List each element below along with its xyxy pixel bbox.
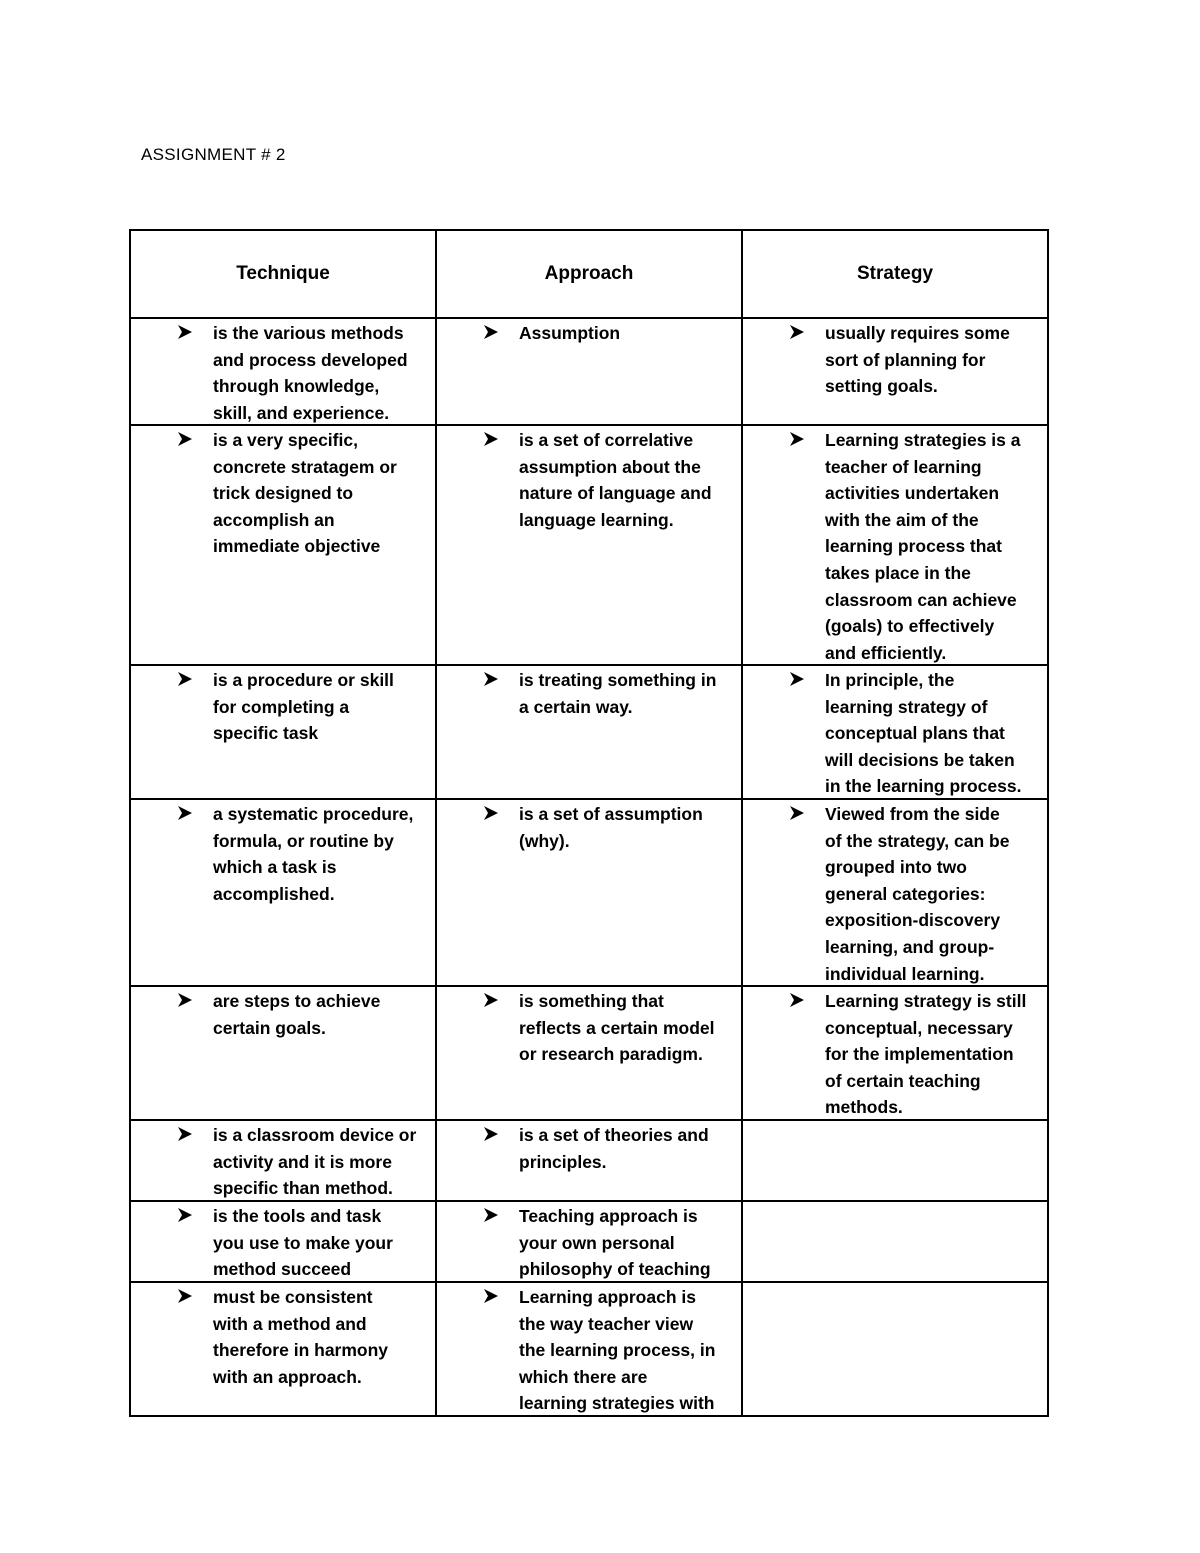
table-cell-technique xyxy=(130,1120,436,1201)
cell-text: is a procedure or skill for completing a specific task xyxy=(213,670,394,744)
table-row xyxy=(130,1120,1048,1201)
cell-content xyxy=(743,987,1047,1119)
cell-content xyxy=(437,426,741,533)
cell-text: Assumption xyxy=(519,323,621,343)
table-cell-approach xyxy=(436,425,742,665)
table-cell-strategy xyxy=(742,1120,1048,1201)
table-row xyxy=(130,318,1048,425)
arrowhead-bullet-icon xyxy=(177,324,193,340)
table-cell-technique xyxy=(130,986,436,1120)
table-body xyxy=(130,318,1048,1416)
cell-content xyxy=(437,666,741,720)
arrowhead-bullet-icon xyxy=(483,992,499,1008)
cell-text: is something that reflects a certain model or research paradigm. xyxy=(519,991,715,1065)
table-cell-strategy xyxy=(742,318,1048,425)
table-cell-strategy xyxy=(742,665,1048,799)
table-cell-approach xyxy=(436,318,742,425)
cell-content xyxy=(437,319,741,347)
cell-text: is a very specific, concrete stratagem or trick designed to accomplish an immediate objective xyxy=(213,430,397,557)
table-cell-technique xyxy=(130,1282,436,1416)
table-cell-approach xyxy=(436,665,742,799)
arrowhead-bullet-icon xyxy=(483,1207,499,1223)
table-cell-approach xyxy=(436,1201,742,1282)
cell-text: Learning strategy is still conceptual, necessary for the implementation of certain teaching methods. xyxy=(825,991,1027,1118)
table-cell-technique xyxy=(130,799,436,986)
arrowhead-bullet-icon xyxy=(177,1126,193,1142)
arrowhead-bullet-icon xyxy=(483,1288,499,1304)
table-cell-strategy xyxy=(742,1282,1048,1416)
arrowhead-bullet-icon xyxy=(483,324,499,340)
table-cell-strategy xyxy=(742,1201,1048,1282)
cell-content xyxy=(131,1283,435,1390)
arrowhead-bullet-icon xyxy=(177,805,193,821)
cell-text: is a set of theories and principles. xyxy=(519,1125,709,1172)
cell-text: usually requires some sort of planning for setting goals. xyxy=(825,323,1010,397)
cell-text: is treating something in a certain way. xyxy=(519,670,717,717)
arrowhead-bullet-icon xyxy=(483,805,499,821)
table-header-row xyxy=(130,230,1048,318)
table-cell-technique xyxy=(130,665,436,799)
table-cell-technique xyxy=(130,425,436,665)
table-row xyxy=(130,1201,1048,1282)
table-cell-approach xyxy=(436,1120,742,1201)
cell-content xyxy=(131,987,435,1041)
cell-text: In principle, the learning strategy of conceptual plans that will decisions be taken in the learning process. xyxy=(825,670,1022,797)
cell-content xyxy=(437,1202,741,1281)
cell-content xyxy=(131,319,435,424)
arrowhead-bullet-icon xyxy=(483,671,499,687)
arrowhead-bullet-icon xyxy=(483,431,499,447)
cell-text: is a set of correlative assumption about the nature of language and language learning. xyxy=(519,430,712,530)
cell-text: Teaching approach is your own personal philosophy of teaching xyxy=(519,1206,711,1280)
arrowhead-bullet-icon xyxy=(789,992,805,1008)
cell-content xyxy=(131,666,435,747)
cell-content xyxy=(743,319,1047,400)
table-cell-approach xyxy=(436,799,742,986)
cell-text: Viewed from the side of the strategy, can be grouped into two general categories: exposition-discovery learning, and group- individual learning. xyxy=(825,804,1010,984)
table-cell-strategy xyxy=(742,425,1048,665)
arrowhead-bullet-icon xyxy=(177,992,193,1008)
arrowhead-bullet-icon xyxy=(177,431,193,447)
cell-text: must be consistent with a method and therefore in harmony with an approach. xyxy=(213,1287,389,1387)
table-cell-technique xyxy=(130,1201,436,1282)
cell-content xyxy=(437,800,741,854)
cell-text: is a classroom device or activity and it is more specific than method. xyxy=(213,1125,417,1199)
table-cell-strategy xyxy=(742,799,1048,986)
table-cell-approach xyxy=(436,986,742,1120)
cell-content xyxy=(437,1283,741,1415)
cell-content xyxy=(131,1202,435,1281)
cell-content xyxy=(131,426,435,560)
cell-text: is a set of assumption (why). xyxy=(519,804,703,851)
cell-text: is the various methods and process developed through knowledge, skill, and experience. xyxy=(213,323,408,423)
cell-text: are steps to achieve certain goals. xyxy=(213,991,381,1038)
arrowhead-bullet-icon xyxy=(789,805,805,821)
header-technique: Technique xyxy=(130,230,436,318)
table-row xyxy=(130,986,1048,1120)
header-strategy: Strategy xyxy=(742,230,1048,318)
arrowhead-bullet-icon xyxy=(483,1126,499,1142)
document-title: ASSIGNMENT # 2 xyxy=(141,145,286,164)
arrowhead-bullet-icon xyxy=(789,431,805,447)
cell-content xyxy=(743,426,1047,664)
arrowhead-bullet-icon xyxy=(177,1288,193,1304)
header-approach: Approach xyxy=(436,230,742,318)
cell-content xyxy=(131,1121,435,1200)
arrowhead-bullet-icon xyxy=(177,671,193,687)
cell-content xyxy=(743,800,1047,985)
cell-content xyxy=(437,987,741,1068)
cell-content xyxy=(131,800,435,907)
cell-content xyxy=(437,1121,741,1175)
arrowhead-bullet-icon xyxy=(177,1207,193,1223)
arrowhead-bullet-icon xyxy=(789,324,805,340)
cell-content xyxy=(743,666,1047,798)
cell-text: Learning approach is the way teacher view the learning process, in which there are learning strategies with xyxy=(519,1287,716,1414)
comparison-table xyxy=(129,229,1049,1417)
table-cell-approach xyxy=(436,1282,742,1416)
table-row xyxy=(130,799,1048,986)
cell-text: Learning strategies is a teacher of learning activities undertaken with the aim of the learning process that takes place in the classroom can achieve (goals) to effectively and efficiently. xyxy=(825,430,1021,663)
table-cell-technique xyxy=(130,318,436,425)
table-row xyxy=(130,1282,1048,1416)
cell-text: a systematic procedure, formula, or routine by which a task is accomplished. xyxy=(213,804,414,904)
cell-text: is the tools and task you use to make your method succeed xyxy=(213,1206,393,1280)
table-row xyxy=(130,425,1048,665)
table-cell-strategy xyxy=(742,986,1048,1120)
table-row xyxy=(130,665,1048,799)
arrowhead-bullet-icon xyxy=(789,671,805,687)
